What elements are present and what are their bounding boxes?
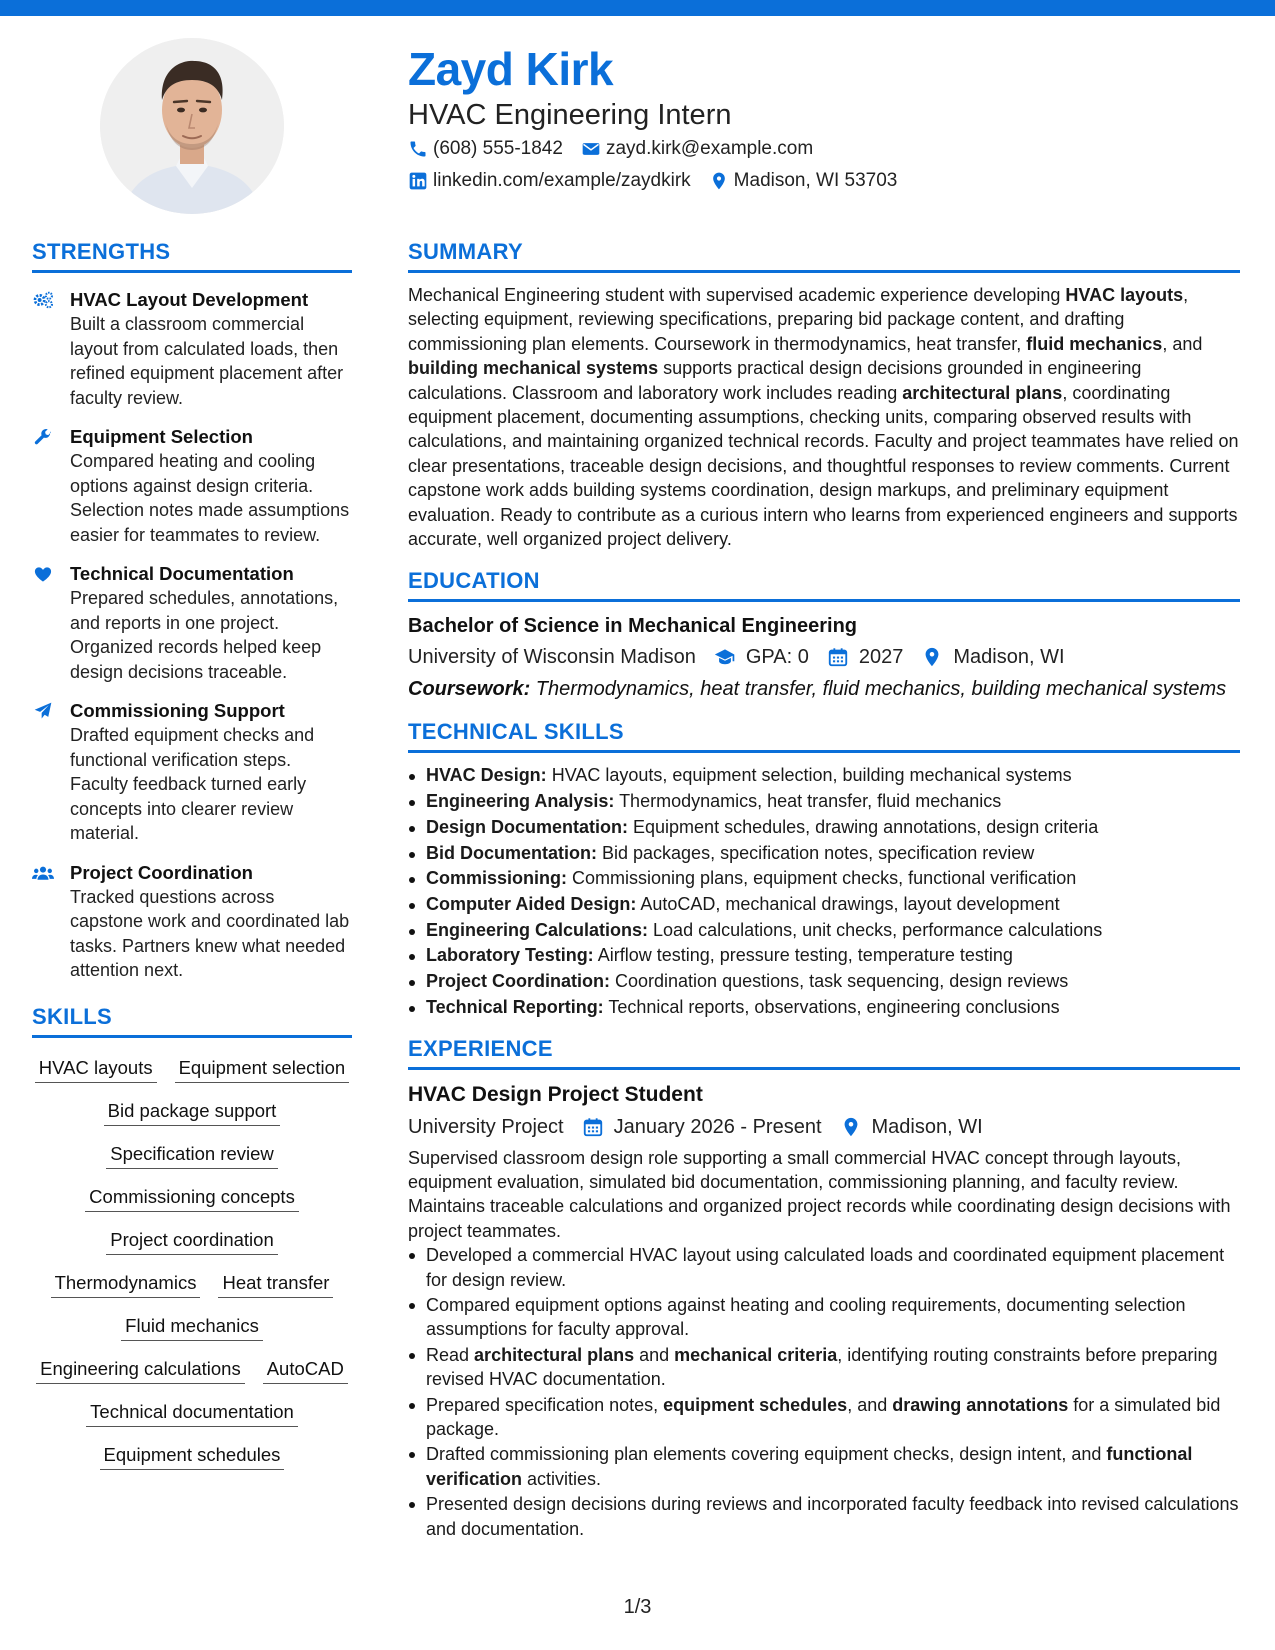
skill-chip: Technical documentation [86,1398,298,1427]
linkedin-text[interactable]: linkedin.com/example/zaydkirk [433,170,691,191]
job-dates: January 2026 - Present [613,1115,822,1138]
text-run: , and [1162,333,1203,354]
school-name [408,642,696,672]
phone-text[interactable]: (608) 555-1842 [433,138,563,159]
text-run: activities. [522,1468,602,1489]
emphasis-text: drawing annotations [892,1394,1069,1415]
edu-location-text: Madison, WI [953,646,1065,669]
summary-paragraph [408,283,1240,551]
text-run: supports practical design decisions grounded in engineering calculations. Classroom and laboratory work includes reading [408,358,1142,403]
text-run: Read [426,1344,475,1365]
email-text[interactable]: zayd.kirk@example.com [605,138,814,159]
edu-location-item [921,642,1064,672]
skill-value: Equipment schedules, drawing annotations, design criteria [628,816,1099,837]
list-item [408,1442,1240,1491]
emphasis-text: functional verification [426,1444,1193,1489]
coursework [408,674,1240,704]
phone-icon [408,139,428,159]
text-run: Presented design decisions during reviews and incorporated faculty feedback into revised calculations and documentation. [426,1494,1239,1539]
text-run: and [634,1344,675,1365]
skill-chip: Equipment selection [175,1054,350,1083]
skill-value: Bid packages, specification notes, specification review [597,842,1035,863]
page-number: 1/3 [623,1596,652,1618]
text-run: Compared equipment options against heating and cooling requirements, documenting selection assumptions for faculty approval. [426,1294,1186,1340]
gpa-text: GPA: 0 [745,646,809,669]
skill-value: Coordination questions, task sequencing, design reviews [610,971,1069,992]
skill-label: Bid Documentation: [426,842,597,863]
text-run: for a simulated bid package. [426,1394,1221,1439]
skill-value: HVAC layouts, equipment selection, building mechanical systems [546,765,1072,786]
strength-title: Technical Documentation [70,563,294,584]
candidate-name: Zayd Kirk [408,43,614,95]
emphasis-text: architectural plans [902,382,1063,403]
top-accent-bar [0,0,1275,16]
emphasis-text: building mechanical systems [408,358,659,379]
text-run: Drafted commissioning plan elements covering equipment checks, design intent, and [426,1444,1107,1465]
emphasis-text: equipment schedules [663,1394,848,1415]
skill-label: Design Documentation: [426,816,629,837]
strength-title: HVAC Layout Development [70,289,309,310]
summary-heading: SUMMARY [408,238,1240,273]
job-meta [408,1112,1240,1142]
location-text: Madison, WI 53703 [733,170,898,191]
skill-chip: Bid package support [104,1097,281,1126]
text-run: Prepared specification notes, [426,1394,664,1415]
skill-label: Engineering Analysis: [426,791,615,812]
job-description: Supervised classroom design role supporting a small commercial HVAC concept through layouts, equipment evaluation, simulated bid documentation, commissioning planning, and faculty review. Maintains traceable calculations and organized project records while coordinating design decisions with project teammates. [408,1147,1231,1241]
skill-label: Laboratory Testing: [426,945,594,966]
skill-label: Commissioning: [426,868,568,889]
text-run: Developed a commercial HVAC layout using calculated loads and coordinated equipment placement for design review. [426,1245,1225,1290]
contact-row-1 [408,134,1228,164]
strength-title: Project Coordination [70,861,253,883]
wrench-icon [32,424,70,547]
degree-title: Bachelor of Science in Mechanical Engineering [408,615,858,638]
map-pin-icon [709,171,729,191]
strength-desc: Compared heating and cooling options against design criteria. Selection notes made assumptions easier for teammates to review. [70,451,350,545]
calendar-icon [827,646,849,668]
profile-photo [100,38,284,214]
email-item [581,138,813,160]
linkedin-item [408,170,691,192]
skill-chip: Fluid mechanics [121,1312,263,1341]
org-text: University Project [408,1115,564,1138]
strength-item [32,287,352,410]
school-text: University of Wisconsin Madison [408,646,696,669]
resume-header [408,40,1228,196]
strength-item [32,698,352,846]
strength-item [32,561,352,684]
strength-desc: Drafted equipment checks and functional verification steps. Faculty feedback turned early concepts into clearer review material. [70,725,315,843]
list-item [408,763,1240,789]
text-run: , and [847,1394,893,1415]
graduation-cap-icon [714,646,736,668]
experience-heading: EXPERIENCE [408,1035,1240,1070]
list-item [408,866,1240,892]
list-item [408,1243,1240,1292]
phone-item [408,138,563,160]
skill-chip: Engineering calculations [36,1355,245,1384]
skill-value: Load calculations, unit checks, performance calculations [648,919,1103,940]
candidate-title: HVAC Engineering Intern [408,99,732,131]
left-column [32,238,352,1470]
list-item [408,789,1240,815]
paper-plane-icon [32,698,70,846]
skill-chip: Commissioning concepts [85,1183,299,1212]
linkedin-icon [408,171,428,191]
text-run: , coordinating equipment placement, documenting assumptions, checking units, comparing observed results with calculations, and maintaining organized technical records. Faculty and project teammates have relied on clear presentations, traceable design decisions, and thoughtful responses to review comments. Current capstone work adds building systems coordination, design markups, and preliminary equipment evaluation. Ready to contribute as a curious intern who learns from experienced engineers and supports accurate, well organized project delivery. [408,382,1239,550]
skill-chip: Project coordination [106,1226,278,1255]
strength-item [32,424,352,547]
skill-chip: Equipment schedules [100,1441,285,1470]
technical-skills-list [408,763,1240,1020]
text-run: , selecting equipment, reviewing specifications, preparing bid package content, and drafting commissioning plan elements. Coursework in thermodynamics, heat transfer, [408,285,1189,354]
year-item [827,642,904,672]
list-item [408,841,1240,867]
list-item [408,918,1240,944]
skill-chip: Heat transfer [218,1269,333,1298]
job-org [408,1112,564,1142]
gpa-item [714,642,809,672]
emphasis-text: HVAC layouts [1065,285,1184,305]
calendar-icon [582,1116,604,1138]
list-item [408,892,1240,918]
education-heading: EDUCATION [408,567,1240,602]
skill-chip: HVAC layouts [35,1054,157,1083]
education-meta [408,642,1240,672]
list-item [408,943,1240,969]
skill-value: Thermodynamics, heat transfer, fluid mechanics [614,791,1002,812]
skill-value: Commissioning plans, equipment checks, functional verification [567,868,1077,889]
job-dates-item [582,1112,822,1142]
skill-chip: Specification review [106,1140,278,1169]
location-item [709,170,898,192]
strength-desc: Built a classroom commercial layout from calculated loads, then refined equipment placement after faculty review. [70,314,344,408]
job-location-item [840,1112,983,1142]
skill-label: Computer Aided Design: [426,893,637,914]
contact-row-2 [408,166,1228,196]
strength-desc: Tracked questions across capstone work and coordinated lab tasks. Partners knew what needed attention next. [70,886,350,980]
skill-value: AutoCAD, mechanical drawings, layout development [636,893,1060,914]
strength-item [32,860,352,983]
technical-skills-heading: TECHNICAL SKILLS [408,718,1240,753]
list-item [408,1293,1240,1342]
list-item [408,1492,1240,1541]
list-item [408,969,1240,995]
emphasis-text: architectural plans [474,1344,635,1365]
map-pin-icon [840,1116,862,1138]
coursework-text: Thermodynamics, heat transfer, fluid mechanics, building mechanical systems [530,678,1227,701]
skill-value: Technical reports, observations, engineering conclusions [603,996,1060,1017]
users-icon [32,860,70,983]
text-run: Mechanical Engineering student with supervised academic experience developing [408,285,1066,305]
job-title: HVAC Design Project Student [408,1082,703,1106]
list-item [408,815,1240,841]
skill-label: HVAC Design: [426,765,547,786]
experience-bullets [408,1243,1240,1541]
strength-title: Equipment Selection [70,426,253,447]
skills-heading: SKILLS [32,1003,352,1038]
job-location: Madison, WI [871,1115,983,1138]
envelope-icon [581,139,601,159]
strength-title: Commissioning Support [70,700,285,721]
list-item [408,1393,1240,1442]
skill-chip: AutoCAD [263,1355,348,1384]
skill-chip: Thermodynamics [51,1269,201,1298]
skill-value: Airflow testing, pressure testing, temperature testing [593,945,1013,966]
coursework-label: Coursework: [408,678,531,701]
strengths-heading: STRENGTHS [32,238,352,273]
gears-icon [32,287,70,410]
map-pin-icon [921,646,943,668]
list-item [408,1343,1240,1392]
skills-list [32,1048,352,1470]
skill-label: Technical Reporting: [426,996,604,1017]
emphasis-text: fluid mechanics [1026,333,1163,354]
strength-desc: Prepared schedules, annotations, and reports in one project. Organized records helped keep design decisions traceable. [70,588,339,682]
list-item [408,995,1240,1021]
skill-label: Engineering Calculations: [426,919,649,940]
text-run: , identifying routing constraints before preparing revised HVAC documentation. [426,1344,1218,1390]
emphasis-text: mechanical criteria [674,1344,838,1365]
skill-label: Project Coordination: [426,971,610,992]
right-column [408,238,1240,1542]
heart-icon [32,561,70,684]
graduation-year: 2027 [858,646,904,669]
